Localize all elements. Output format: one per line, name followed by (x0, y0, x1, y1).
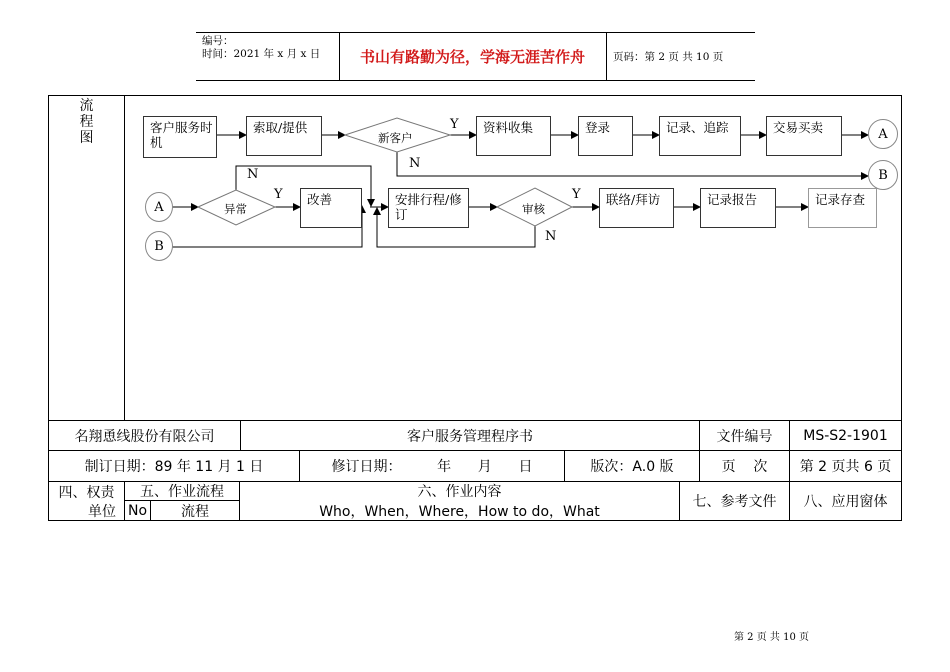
connector-b: B (145, 231, 173, 261)
no-label: N (409, 156, 421, 171)
forms-header: 八、应用窗体 (803, 494, 888, 510)
node-schedule: 安排行程/修订 (388, 188, 469, 228)
page-info: 页码：第 2 页 共 10 页 (613, 51, 724, 63)
side-label-char: 程 (79, 114, 94, 130)
content-header: 六、作业内容 (417, 484, 502, 500)
document-title: 客户服务管理程序书 (407, 428, 533, 445)
yes-label: Y (450, 117, 459, 132)
doc-no-label: 文件编号 (716, 428, 773, 445)
company-name: 名翔恿线股份有限公司 (74, 428, 215, 445)
page-value: 第 2 页共 6 页 (799, 459, 892, 475)
version: 版次：A.0 版 (590, 459, 674, 475)
no-column: No (127, 502, 148, 519)
node-new-customer: 新客户 (378, 131, 413, 145)
connector-b: B (868, 160, 898, 190)
node-customer-service: 客户服务时机 (143, 116, 217, 158)
yes-label: Y (572, 187, 581, 202)
page-footer: 第 2 页 共 10 页 (734, 632, 809, 643)
node-archive: 记录存查 (808, 188, 877, 228)
connector-a: A (868, 119, 898, 149)
no-label: N (545, 229, 557, 244)
node-improve: 改善 (300, 188, 362, 228)
yes-label: Y (274, 187, 283, 202)
node-trade: 交易买卖 (766, 116, 842, 156)
node-record-track: 记录、追踪 (659, 116, 741, 156)
time-label: 时间：2021 年 x 月 x 日 (202, 48, 321, 60)
responsibility-unit: 单位 (88, 503, 116, 520)
node-review: 审核 (522, 202, 545, 216)
node-report: 记录报告 (700, 188, 776, 228)
node-register: 登录 (578, 116, 633, 156)
side-label-char: 图 (79, 130, 94, 146)
doc-no: MS-S2-1901 (803, 427, 888, 444)
responsibility-header: 四、权责 (58, 484, 115, 501)
no-label: N (247, 167, 259, 182)
reference-header: 七、参考文件 (692, 494, 777, 510)
number-label: 编号： (202, 35, 234, 47)
motto: 书山有路勤为径，学海无涯苦作舟 (359, 48, 585, 66)
issue-date: 制订日期：89 年 11 月 1 日 (84, 459, 264, 475)
node-request: 索取/提供 (246, 116, 322, 156)
connector-a: A (145, 192, 173, 222)
node-abnormal: 异常 (224, 202, 247, 216)
flow-column: 流程 (181, 503, 209, 520)
content-subheader: Who，When，Where，How to do，What (319, 503, 600, 520)
side-label-char: 流 (79, 98, 94, 114)
node-visit: 联络/拜访 (599, 188, 674, 228)
page-label: 页 次 (721, 459, 768, 475)
flow-header: 五、作业流程 (140, 484, 224, 500)
revise-date: 修订日期： 年 月 日 (331, 459, 533, 475)
node-collect: 资料收集 (476, 116, 551, 156)
